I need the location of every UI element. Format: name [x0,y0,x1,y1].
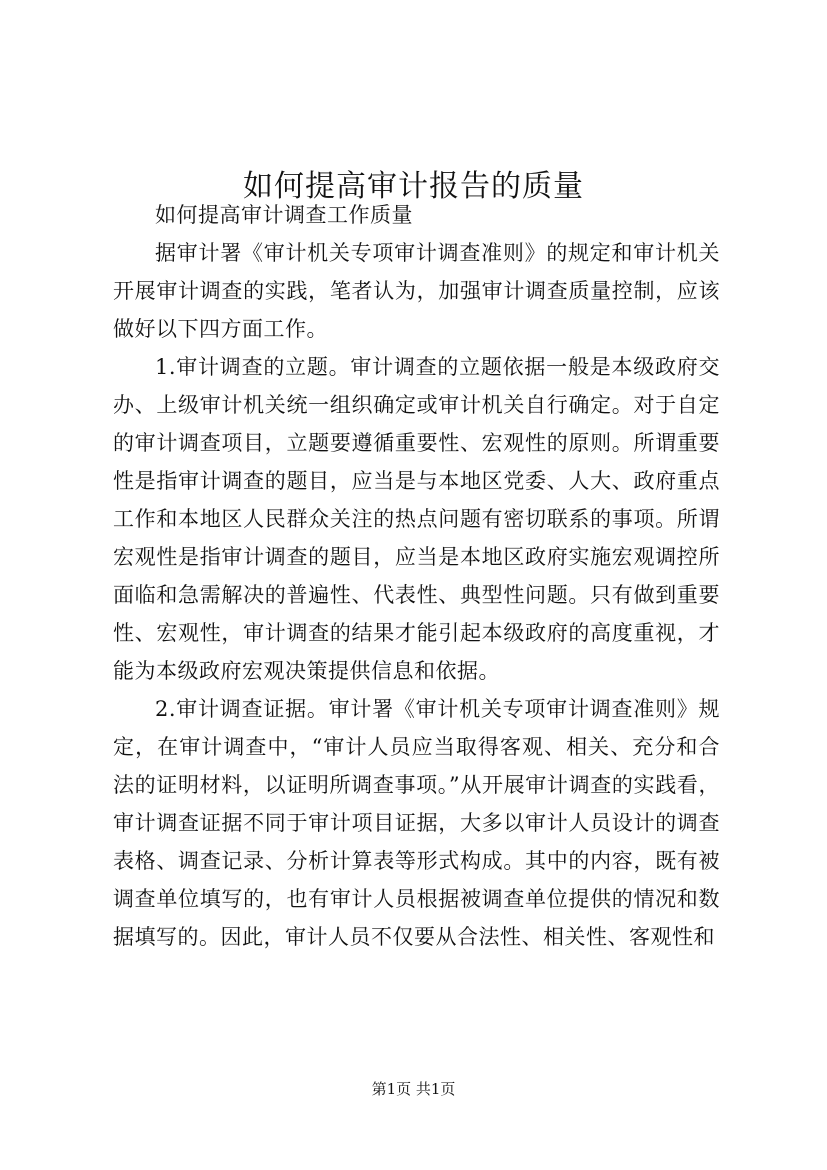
document-body [113,196,720,956]
document-title: 如何提高审计报告的质量 [243,169,584,205]
subtitle-paragraph: 如何提高审计调查工作质量 [155,203,413,227]
section-1-paragraph: 1.审计调查的立题。审计调查的立题依据一般是本级政府交办、上级审计机关统一组织确定或审计机关自行确定。对于自定的审计调查项目，立题要遵循重要性、宏观性的原则。所谓重要性是指审计调查的题目，应当是与本地区党委、人大、政府重点工作和本地区人民群众关注的热点问题有密切联系的事项。所谓宏观性是指审计调查的题目，应当是本地区政府实施宏观调控所面临和急需解决的普遍性、代表性、典型性问题。只有做到重要性、宏观性，审计调查的结果才能引起本级政府的高度重视，才能为本级政府宏观决策提供信息和依据。 [113,355,720,683]
intro-paragraph: 据审计署《审计机关专项审计调查准则》的规定和审计机关开展审计调查的实践，笔者认为，加强审计调查质量控制，应该做好以下四方面工作。 [113,241,720,341]
page-footer: 第1页 共1页 [371,1080,456,1098]
section-2-paragraph: 2.审计调查证据。审计署《审计机关专项审计调查准则》规定，在审计调查中，“审计人员应当取得客观、相关、充分和合法的证明材料，以证明所调查事项。”从开展审计调查的实践看，审计调查证据不同于审计项目证据，大多以审计人员设计的调查表格、调查记录、分析计算表等形式构成。其中的内容，既有被调查单位填写的，也有审计人员根据被调查单位提供的情况和数据填写的。因此，审计人员不仅要从合法性、相关性、客观性和 [113,697,720,949]
